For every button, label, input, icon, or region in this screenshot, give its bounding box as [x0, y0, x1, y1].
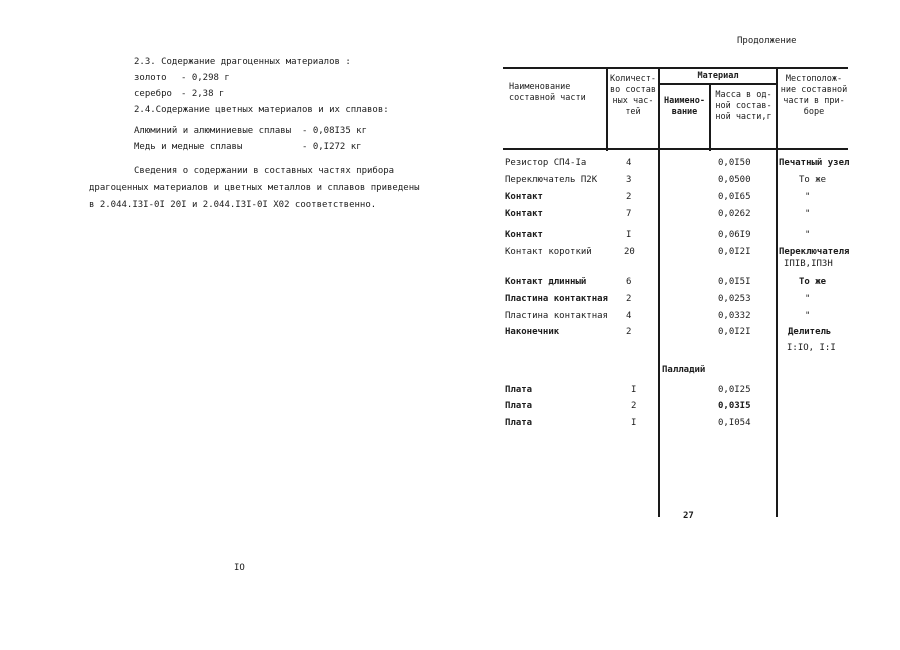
right-page-number: 27 — [683, 511, 694, 521]
copper-value: - 0,I272 кг — [302, 142, 362, 152]
table-row-qty: 3 — [626, 175, 632, 185]
table-row-name: Контакт — [505, 209, 543, 219]
table-row-name: Контакт — [505, 192, 543, 202]
table-row-qty: 2 — [626, 192, 632, 202]
table-row-mass: 0,0I65 — [718, 192, 751, 202]
gold-label: золото — [134, 73, 167, 83]
table-row-mass: 0,0253 — [718, 294, 751, 304]
table-row-name: Плата — [505, 385, 533, 395]
table-row-name: Контакт короткий — [505, 247, 592, 257]
note-line-2: драгоценных материалов и цветных металлов и сплавов приведены — [89, 183, 420, 193]
table-row-name: Наконечник — [505, 327, 560, 337]
table-row-mass: 0,0500 — [718, 175, 751, 185]
table-row-qty: 4 — [626, 311, 632, 321]
gold-value: - 0,298 г — [181, 73, 230, 83]
table-row-qty: 2 — [631, 401, 637, 411]
table-row-name: Резистор СП4-Iа — [505, 158, 587, 168]
header-name: Наименование составной части — [509, 82, 586, 103]
material-palladium: Палладий — [662, 365, 706, 375]
table-row-mass: 0,0I25 — [718, 385, 751, 395]
section-2-3-heading: 2.3. Содержание драгоценных материалов : — [134, 57, 351, 67]
continuation-label: Продолжение — [737, 36, 797, 46]
copper-label: Медь и медные сплавы — [134, 142, 243, 152]
table-row-qty: 6 — [626, 277, 632, 287]
table-row-location: Делитель — [788, 327, 832, 337]
table-row-mass: 0,06I9 — [718, 230, 751, 240]
header-material-name: Наимено- вание — [664, 96, 705, 117]
table-row-location: То же — [799, 175, 827, 185]
table-row-qty: 2 — [626, 327, 632, 337]
section-2-4-heading: 2.4.Содержание цветных материалов и их сплавов: — [134, 105, 389, 115]
table-row-name: Контакт длинный — [505, 277, 587, 287]
table-row-mass: 0,0I5I — [718, 277, 751, 287]
table-row-mass: 0,0I2I — [718, 247, 751, 257]
note-line-1: Сведения о содержании в составных частях прибора — [134, 166, 395, 176]
left-page-number: IO — [234, 563, 245, 573]
table-row-location-line-2: IПIВ,IПЗН — [784, 259, 833, 269]
table-row-location: Печатный узел — [779, 158, 850, 168]
table-row-name: Переключатель П2К — [505, 175, 598, 185]
aluminium-value: - 0,08I35 кг — [302, 126, 368, 136]
silver-label: серебро — [134, 89, 172, 99]
table-row-mass: 0,0I2I — [718, 327, 751, 337]
table-row-location: " — [805, 192, 811, 202]
table-row-qty: I — [631, 418, 637, 428]
table-row-qty: 2 — [626, 294, 632, 304]
table-row-mass: 0,0262 — [718, 209, 751, 219]
header-location: Местополож- ние составной части в при- боре — [780, 74, 848, 117]
table-row-qty: 20 — [624, 247, 635, 257]
table-row-mass: 0,0332 — [718, 311, 751, 321]
table-row-qty: I — [631, 385, 637, 395]
table-row-name: Плата — [505, 418, 533, 428]
header-material: Материал — [697, 71, 739, 81]
table-row-mass: 0,I054 — [718, 418, 751, 428]
table-row-mass: 0,0I50 — [718, 158, 751, 168]
table-row-mass: 0,03I5 — [718, 401, 751, 411]
table-row-location: " — [805, 230, 811, 240]
table-row-location: " — [805, 311, 811, 321]
table-row-qty: 4 — [626, 158, 632, 168]
table-row-location: То же — [799, 277, 827, 287]
table-row-location: " — [805, 294, 811, 304]
silver-value: - 2,38 г — [181, 89, 225, 99]
header-quantity: Количест- во состав ных час- тей — [609, 74, 657, 117]
table-row-location: Переключателя — [779, 247, 850, 257]
table-row-name: Плата — [505, 401, 533, 411]
table-row-qty: I — [626, 230, 632, 240]
table-row-location: " — [805, 209, 811, 219]
table-row-qty: 7 — [626, 209, 632, 219]
note-line-3: в 2.044.I3I-0I 20I и 2.044.I3I-0I Х02 соответственно. — [89, 200, 377, 210]
aluminium-label: Алюминий и алюминиевые сплавы — [134, 126, 292, 136]
table-row-location-line-2: I:IO, I:I — [787, 343, 836, 353]
table-row-name: Пластина контактная — [505, 311, 608, 321]
table-row-name: Пластина контактная — [505, 294, 608, 304]
table-row-name: Контакт — [505, 230, 543, 240]
header-mass: Масса в од- ной состав- ной части,г — [715, 90, 772, 122]
